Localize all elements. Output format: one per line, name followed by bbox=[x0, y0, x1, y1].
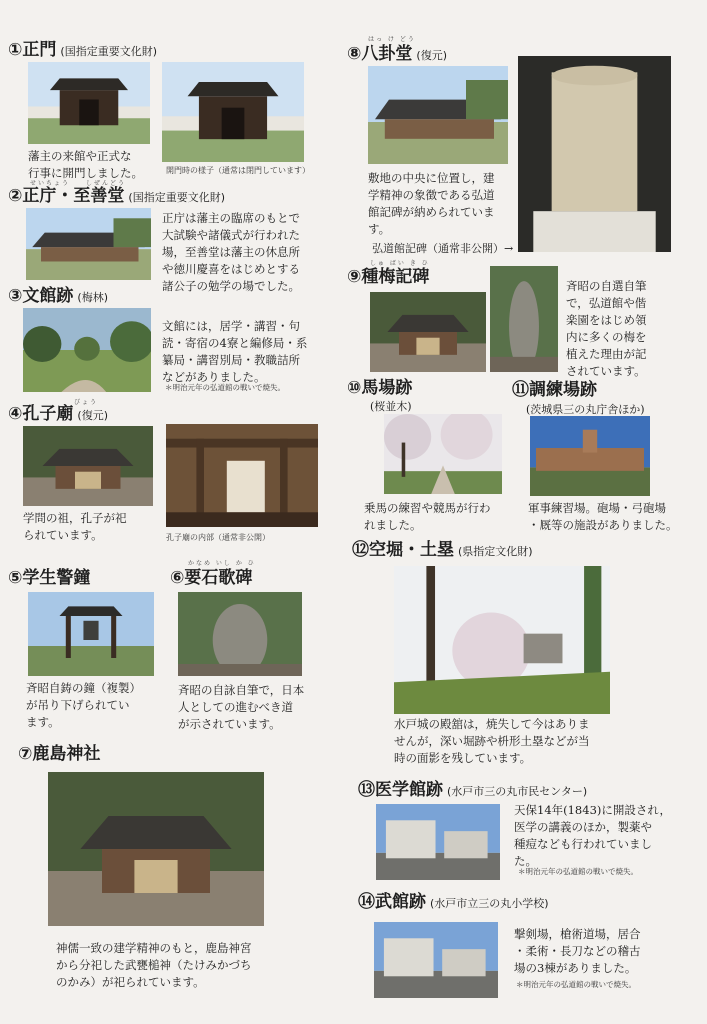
item-2-text: 正庁は藩主の臨席のもとで 大試験や諸儀式が行われた 場，至善堂は藩主の休息所 や徳川慶喜をはじめとする 諸公子の勉学の場でした。 bbox=[162, 211, 300, 293]
item-9-text: 斉昭の自選自筆 で，弘道館や偕 楽園をはじめ領 内に多くの梅を 植えた理由が記 されています。 bbox=[566, 279, 647, 378]
item-1-title: ①正門 (国指定重要文化財) bbox=[8, 40, 157, 60]
item-14-title: ⑭武館跡 (水戸市立三の丸小学校) bbox=[358, 892, 549, 912]
bukan-photo bbox=[374, 922, 498, 998]
kodokan-monument-photo bbox=[518, 56, 671, 252]
item-4-ruby: びょう bbox=[74, 399, 99, 406]
item-12-title: ⑫空堀・土塁 (県指定文化財) bbox=[352, 540, 533, 560]
item-4-text: 学問の祖，孔子が祀 られています。 bbox=[23, 511, 127, 542]
item-11-text: 軍事練習場。砲場・弓砲場 ・厩等の施設がありました。 bbox=[528, 501, 678, 532]
item-11-sub: (茨城県三の丸庁舎ほか) bbox=[526, 403, 645, 416]
item-5-text: 斉昭自鋳の鐘（複製） が吊り下げられてい ます。 bbox=[26, 681, 141, 729]
item-8-caption: 弘道館記碑（通常非公開）→ bbox=[372, 242, 514, 255]
item-6-text: 斉昭の自詠自筆で，日本 人としての進むべき道 が示されています。 bbox=[178, 683, 305, 731]
baba-photo bbox=[384, 414, 502, 494]
item-9-ruby: しゅ ばい き ひ bbox=[370, 260, 430, 267]
hakkedo-photo bbox=[368, 66, 508, 164]
koshibyo-interior-photo bbox=[166, 424, 318, 527]
bunkan-photo bbox=[23, 308, 151, 392]
item-3-text: 文館には，居学・講習・句 読・寄宿の4寮と編修局・系 纂局・講習別局・教職詰所 などがありました。 bbox=[162, 319, 308, 384]
item-13-note: ＊明治元年の弘道館の戦いで焼失。 bbox=[518, 867, 638, 876]
item-8-text: 敷地の中央に位置し，建 学精神の象徴である弘道 館記碑が納められていま す。 bbox=[368, 171, 495, 236]
item-6-title: ⑥要石歌碑 bbox=[170, 568, 253, 588]
item-9-title: ⑨種梅記碑 bbox=[347, 267, 430, 287]
item-2-ruby: せいちょう しぜんどう bbox=[30, 180, 127, 187]
item-13-text: 天保14年(1843)に開設され， 医学の講義のほか，製薬や 種痘なども行われていまし た。 bbox=[514, 803, 672, 868]
item-1-caption: 開門時の様子（通常は閉門しています） bbox=[166, 166, 310, 175]
item-3-note: ＊明治元年の弘道館の戦いで焼失。 bbox=[165, 383, 285, 392]
item-10-title: ⑩馬場跡 bbox=[347, 378, 413, 398]
item-14-text: 撃剣場，槍術道場，居合 ・柔術・長刀などの稽古 場の3棟がありました。 bbox=[514, 927, 641, 975]
igakukan-photo bbox=[376, 804, 500, 880]
item-11-title: ⑪調練場跡 bbox=[512, 380, 597, 400]
item-7-text: 神儒一致の建学精神のもと，鹿島神宮 から分祀した武甕槌神（たけみかづち のかみ）が祀られています。 bbox=[56, 941, 252, 989]
item-8-title: ⑧八卦堂 (復元) bbox=[347, 44, 447, 64]
seimon-open-photo bbox=[162, 62, 304, 162]
shubai-stone-photo bbox=[490, 266, 558, 372]
item-14-note: ＊明治元年の弘道館の戦いで焼失。 bbox=[516, 980, 636, 989]
item-4-title: ④孔子廟 (復元) bbox=[8, 404, 108, 424]
kashima-shrine-photo bbox=[48, 772, 264, 926]
karabori-photo bbox=[394, 566, 610, 714]
item-13-title: ⑬医学館跡 (水戸市三の丸市民センター) bbox=[358, 780, 588, 800]
item-6-ruby: かなめ いし か ひ bbox=[188, 560, 256, 567]
item-3-title: ③文館跡 (梅林) bbox=[8, 286, 108, 306]
koshibyo-photo bbox=[23, 426, 153, 506]
seimon-photo bbox=[28, 62, 150, 144]
choren-photo bbox=[530, 416, 650, 496]
item-12-text: 水戸城の殿舘は，焼失して今はありま せんが，深い堀跡や枡形土塁などが当 時の面影を残しています。 bbox=[394, 717, 590, 765]
item-10-sub: (桜並木) bbox=[370, 400, 412, 413]
kaname-stone-photo bbox=[178, 592, 302, 676]
item-4-caption: 孔子廟の内部（通常非公開） bbox=[166, 533, 270, 542]
seicho-photo bbox=[26, 208, 151, 280]
item-2-title: ②正庁・至善堂 (国指定重要文化財) bbox=[8, 186, 225, 206]
item-10-text: 乗馬の練習や競馬が行わ れました。 bbox=[364, 501, 491, 532]
shubai-gate-photo bbox=[370, 292, 486, 372]
item-8-ruby: はっ け どう bbox=[368, 36, 416, 43]
item-1-text: 藩主の来館や正式な 行事に開門しました。 bbox=[28, 149, 143, 180]
item-5-title: ⑤学生警鐘 bbox=[8, 568, 91, 588]
item-7-title: ⑦鹿島神社 bbox=[18, 744, 101, 764]
keisho-photo bbox=[28, 592, 154, 676]
